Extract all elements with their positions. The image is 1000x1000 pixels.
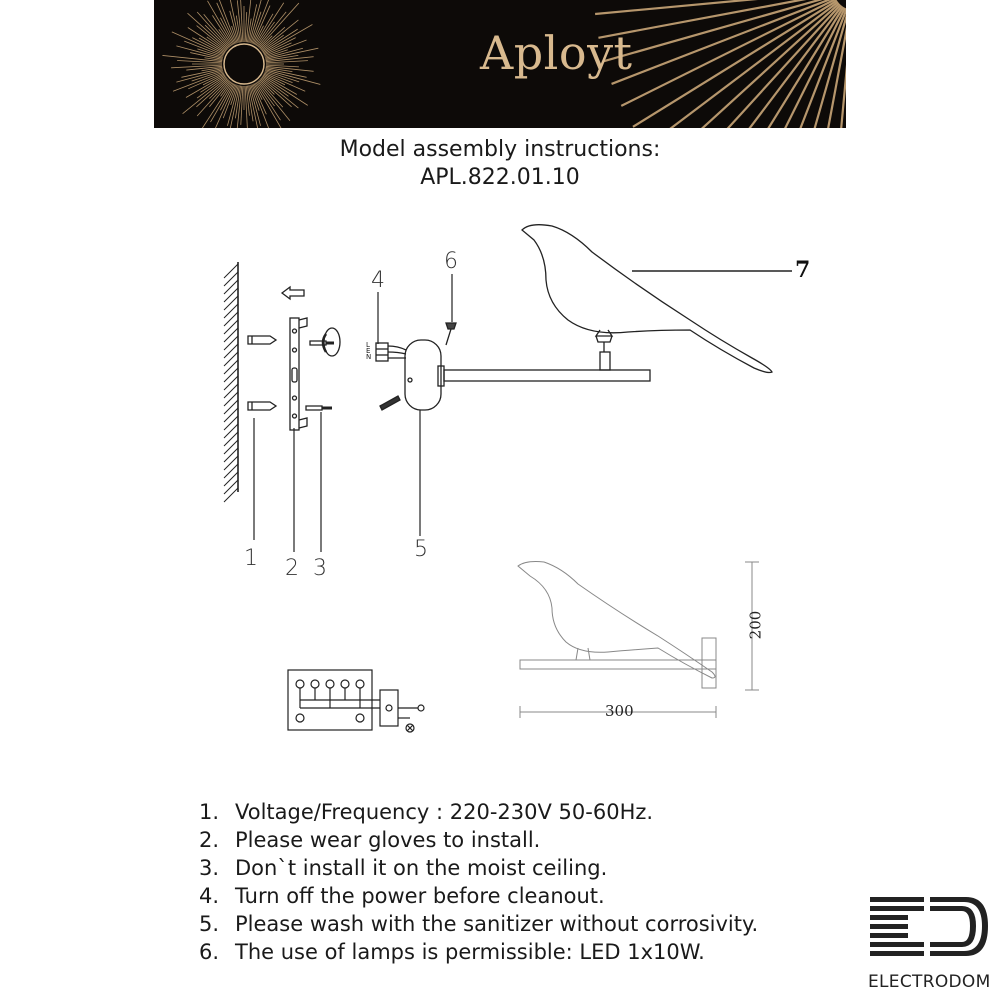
callout-2: 2	[285, 556, 299, 581]
callout-4: 4	[371, 268, 385, 293]
hatch-line	[224, 432, 238, 446]
leader-lines	[254, 271, 792, 552]
hatch-line	[224, 312, 238, 326]
hatch-line	[224, 472, 238, 486]
hatch-line	[224, 416, 238, 430]
mounting-screw	[306, 341, 334, 410]
note-item: 6. The use of lamps is permissible: LED 1x10W.	[199, 940, 705, 964]
hatch-line	[224, 384, 238, 398]
brand-logo: Aployt	[480, 26, 633, 80]
note-item: 2. Please wear gloves to install.	[199, 828, 541, 852]
instruction-notes	[199, 798, 758, 966]
hatch-line	[224, 448, 238, 462]
hatch-line	[224, 480, 238, 494]
hatch-line	[224, 368, 238, 382]
wall-hatch	[224, 262, 238, 502]
hatch-line	[224, 272, 238, 286]
dimension-height: 200	[746, 610, 765, 640]
wall-canopy	[380, 340, 444, 410]
note-item: 4. Turn off the power before cleanout.	[199, 884, 605, 908]
callout-6: 6	[444, 249, 458, 274]
note-item: 3. Don`t install it on the moist ceiling.	[199, 856, 608, 880]
wire-label-n: N	[366, 353, 372, 361]
hatch-line	[224, 440, 238, 454]
callout-1: 1	[244, 546, 258, 571]
hatch-line	[224, 400, 238, 414]
hatch-line	[224, 376, 238, 390]
note-item: 5. Please wash with the sanitizer without corrosivity.	[199, 912, 759, 936]
electrodom-wordmark: ELECTRODOM	[868, 972, 991, 992]
hatch-line	[224, 280, 238, 294]
hatch-line	[224, 408, 238, 422]
hatch-line	[224, 320, 238, 334]
wall-anchor	[248, 336, 276, 410]
hatch-line	[224, 424, 238, 438]
hatch-line	[224, 344, 238, 358]
hatch-line	[224, 360, 238, 374]
hatch-line	[224, 296, 238, 310]
callout-5: 5	[414, 537, 428, 562]
hatch-line	[224, 288, 238, 302]
note-item: 1. Voltage/Frequency : 220-230V 50-60Hz.	[199, 800, 654, 824]
hatch-line	[224, 264, 238, 278]
hatch-line	[224, 328, 238, 342]
wire-label-e: E	[366, 347, 371, 355]
wiring-schematic	[288, 670, 424, 732]
model-number: APL.822.01.10	[420, 165, 580, 190]
top-screw	[446, 323, 456, 345]
hatch-line	[224, 352, 238, 366]
terminal-block	[376, 343, 406, 361]
hatch-line	[224, 464, 238, 478]
hatch-line	[224, 392, 238, 406]
hatch-line	[224, 304, 238, 318]
mounting-bracket	[290, 318, 307, 430]
dimension-view	[518, 562, 759, 719]
electrodom-logo-icon	[866, 895, 990, 967]
hatch-line	[224, 336, 238, 350]
hatch-line	[224, 488, 238, 502]
page-title: Model assembly instructions:	[339, 137, 661, 162]
lamp-arm	[444, 352, 650, 381]
dimension-width: 300	[605, 702, 634, 720]
hatch-line	[224, 456, 238, 470]
arrow-left-icon	[282, 287, 304, 299]
bird-lamp	[522, 225, 772, 373]
wire-label-l: L	[366, 341, 370, 349]
callout-7: 7	[795, 257, 811, 283]
callout-3: 3	[313, 556, 327, 581]
